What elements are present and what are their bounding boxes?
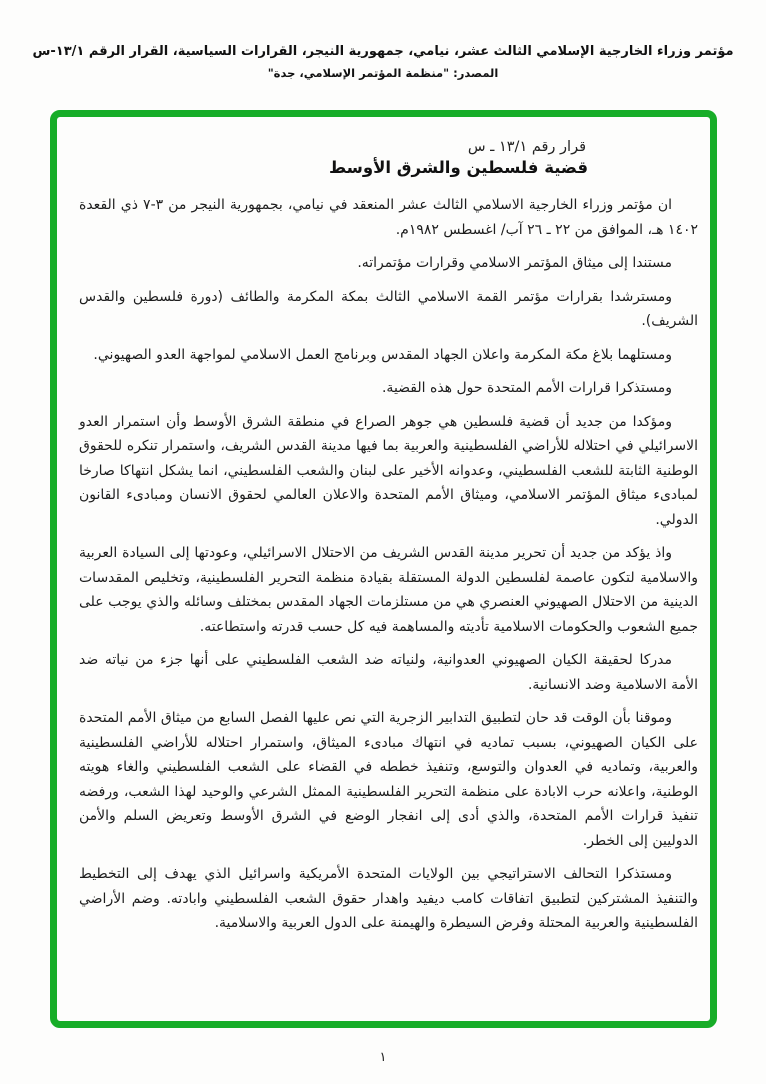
document-paragraph: واذ يؤكد من جديد أن تحرير مدينة القدس الشريف من الاحتلال الاسرائيلي، وعودتها إلى السيادة العربية والاسلامية لتكون عاصمة لفلسطين الدولة المستقلة بقيادة منظمة التحرير الفلسطينية، وتخليص المقدسات الدينية من الاحتلال الصهيوني العنصري هي من مستلزمات الجهاد المقدس بمختلف وسائله والذي يوجب على جميع الشعوب والحكومات الاسلامية تأديته والمساهمة فيه كل حسب قدرته واستطاعته.: [79, 545, 698, 635]
resolution-subject-title: قضية فلسطين والشرق الأوسط: [328, 158, 588, 177]
document-paragraph: ومؤكدا من جديد أن قضية فلسطين هي جوهر الصراع في منطقة الشرق الأوسط وأن استمرار العدو الاسرائيلي في احتلاله للأراضي الفلسطينية والعربية بما فيها مدينة القدس الشريف، واستمرار تنكره للحقوق الوطنية الثابتة للشعب الفلسطيني، وعدوانه الأخير على لبنان والشعب الفلسطيني، انما يشكل انتهاكا صارخا لمبادىء ميثاق المؤتمر الاسلامي، وميثاق الأمم المتحدة والاعلان العالمي لحقوق الانسان ومبادىء القانون الدولي.: [79, 413, 698, 528]
citation-header: [0, 44, 766, 80]
source-line: المصدر: "منظمة المؤتمر الإسلامي، جدة": [267, 66, 499, 80]
document-paragraph: مستندا إلى ميثاق المؤتمر الاسلامي وقرارات مؤتمراته.: [357, 255, 672, 271]
document-paragraph: ان مؤتمر وزراء الخارجية الاسلامي الثالث عشر المنعقد في نيامي، بجمهورية النيجر من ٣-٧ ذي القعدة ١٤٠٢ هـ، الموافق من ٢٢ ـ ٢٦ آب/ اغسطس ١٩٨٢م.: [79, 197, 698, 238]
document-paragraph: وموقنا بأن الوقت قد حان لتطبيق التدابير الزجرية التي نص عليها الفصل السابع من ميثاق الأمم المتحدة على الكيان الصهيوني، بسبب تماديه في انتهاك مبادىء الميثاق، واستمرار احتلاله للأراضي الفلسطينية والعربية، وتماديه في العدوان والتوسع، وتنفيذ خططه في القضاء على الشعب الفلسطيني والغاء هويته الوطنية، واعلانه حرب الابادة على منظمة التحرير الفلسطينية الممثل الشرعي والوحيد لهذا الشعب، ورفضه تنفيذ قرارات الأمم المتحدة، والذي أدى إلى انفجار الوضع في الشرق الأوسط وتعريض السلم والأمن الدوليين إلى الخطر.: [79, 710, 698, 849]
document-paragraph: ومستلهما بلاغ مكة المكرمة واعلان الجهاد المقدس وبرنامج العمل الاسلامي لمواجهة العدو الصهيوني.: [93, 346, 672, 363]
document-paragraph: مدركا لحقيقة الكيان الصهيوني العدوانية، ولنياته ضد الشعب الفلسطيني على أنها جزء من نياته ضد الأمة الاسلامية وضد الانسانية.: [79, 652, 698, 693]
citation-line: مؤتمر وزراء الخارجية الإسلامي الثالث عشر، نيامي، جمهورية النيجر، القرارات السياسية، القرار الرقم ١٣/١-س: [32, 44, 734, 59]
document-paragraph: ومستذكرا التحالف الاستراتيجي بين الولايات المتحدة الأمريكية واسرائيل الذي يهدف إلى التخطيط والتنفيذ المشتركين لتطبيق اتفاقات كامب ديفيد واهدار حقوق الشعب الفلسطيني وابادته. وضم الأراضي الفلسطينية والعربية المحتلة وفرض السيطرة والهيمنة على الدول العربية والاسلامية.: [79, 866, 698, 931]
resolution-number-title: قرار رقم ١٣/١ ـ س: [467, 139, 586, 155]
document-paragraph: ومستذكرا قرارات الأمم المتحدة حول هذه القضية.: [381, 380, 672, 396]
document-frame: [50, 110, 717, 1028]
page-number: ١: [379, 1050, 387, 1065]
document-body: [79, 193, 698, 936]
document-paragraph: ومسترشدا بقرارات مؤتمر القمة الاسلامي الثالث بمكة المكرمة والطائف (دورة فلسطين والقدس الشريف).: [79, 288, 698, 329]
